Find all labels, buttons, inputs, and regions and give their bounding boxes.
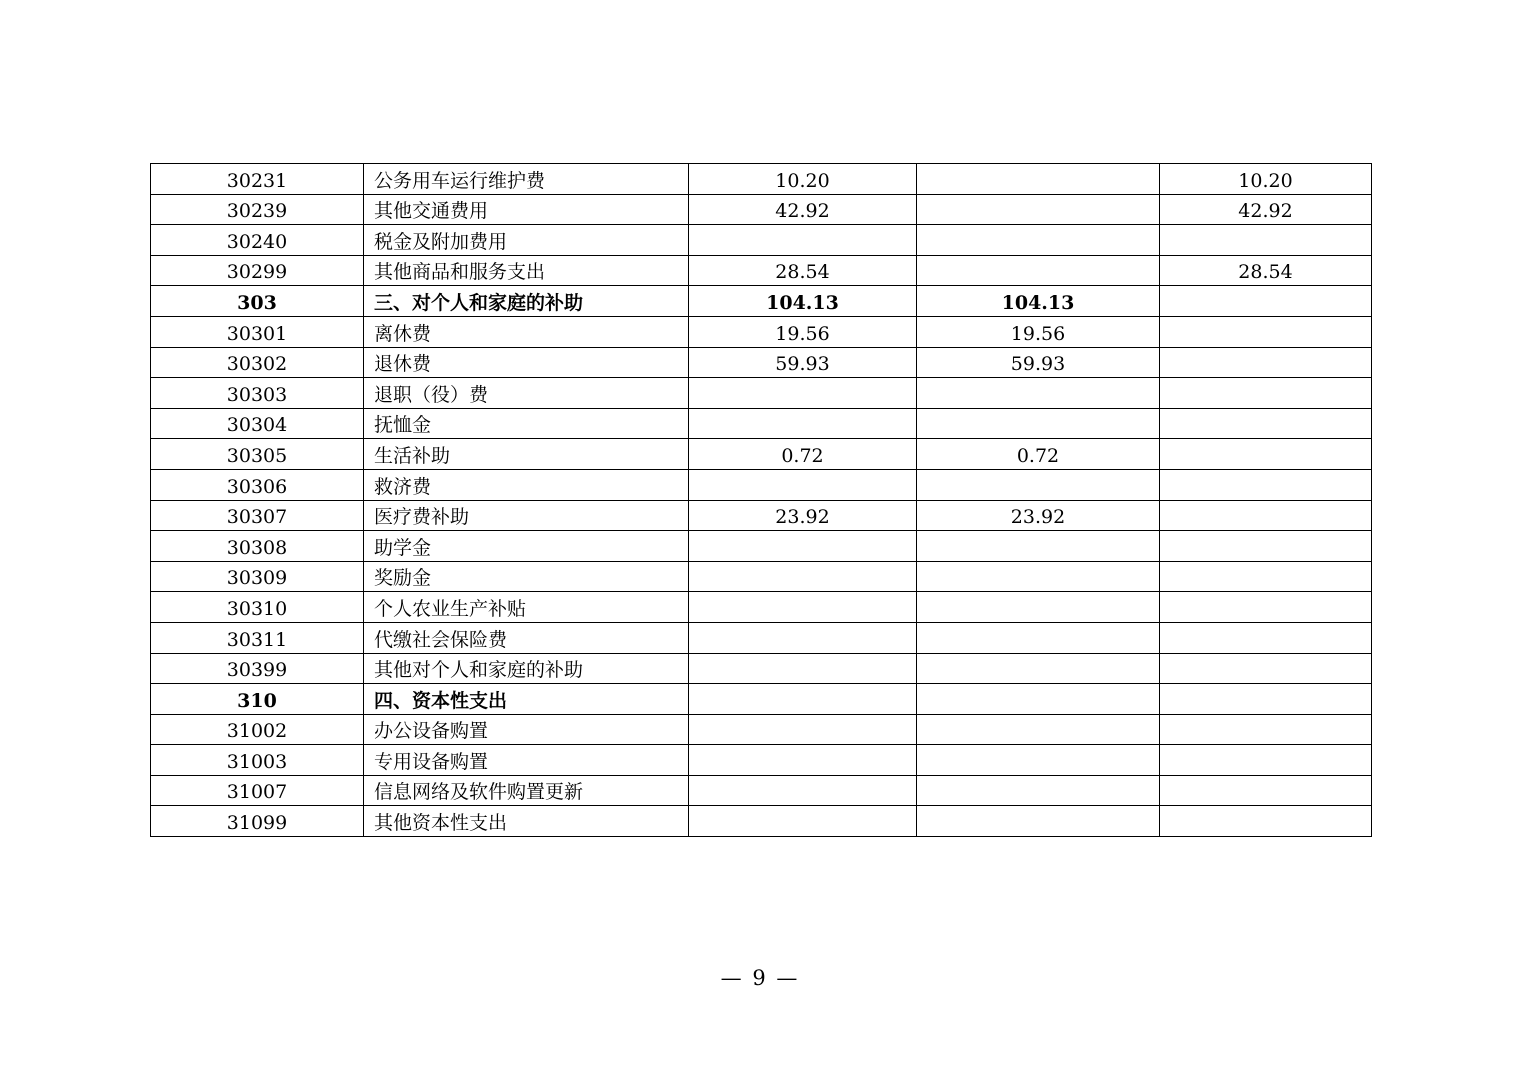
cell-total — [689, 745, 917, 776]
cell-code: 30309 — [151, 561, 364, 592]
cell-personnel — [917, 806, 1160, 837]
cell-code: 30240 — [151, 225, 364, 256]
cell-personnel: 19.56 — [917, 316, 1160, 347]
cell-name: 助学金 — [364, 531, 689, 562]
cell-public — [1160, 653, 1372, 684]
cell-total — [689, 531, 917, 562]
cell-total: 104.13 — [689, 286, 917, 317]
cell-total: 23.92 — [689, 500, 917, 531]
cell-total — [689, 592, 917, 623]
cell-personnel: 0.72 — [917, 439, 1160, 470]
cell-code: 30299 — [151, 255, 364, 286]
cell-total: 42.92 — [689, 194, 917, 225]
table-row — [151, 592, 1372, 623]
cell-name: 三、对个人和家庭的补助 — [364, 286, 689, 317]
cell-total — [689, 469, 917, 500]
cell-personnel — [917, 469, 1160, 500]
cell-public — [1160, 531, 1372, 562]
table-row — [151, 255, 1372, 286]
cell-code: 31002 — [151, 714, 364, 745]
cell-code: 30239 — [151, 194, 364, 225]
cell-personnel — [917, 378, 1160, 409]
cell-total: 10.20 — [689, 164, 917, 195]
cell-total — [689, 561, 917, 592]
table-row — [151, 469, 1372, 500]
table-row — [151, 408, 1372, 439]
cell-personnel — [917, 408, 1160, 439]
cell-personnel — [917, 775, 1160, 806]
cell-code: 31099 — [151, 806, 364, 837]
page-number: — 9 — — [720, 966, 800, 990]
table-row — [151, 745, 1372, 776]
budget-table — [150, 163, 1372, 837]
cell-name: 其他商品和服务支出 — [364, 255, 689, 286]
cell-name: 救济费 — [364, 469, 689, 500]
table-row — [151, 500, 1372, 531]
cell-code: 30303 — [151, 378, 364, 409]
cell-total: 0.72 — [689, 439, 917, 470]
cell-total — [689, 714, 917, 745]
cell-name: 四、资本性支出 — [364, 684, 689, 715]
cell-total: 28.54 — [689, 255, 917, 286]
table-row — [151, 316, 1372, 347]
cell-public — [1160, 500, 1372, 531]
cell-code: 30231 — [151, 164, 364, 195]
cell-public — [1160, 225, 1372, 256]
cell-public — [1160, 684, 1372, 715]
cell-personnel — [917, 745, 1160, 776]
cell-personnel — [917, 531, 1160, 562]
table-row — [151, 194, 1372, 225]
cell-personnel — [917, 653, 1160, 684]
cell-total — [689, 806, 917, 837]
cell-total — [689, 684, 917, 715]
table-row — [151, 439, 1372, 470]
cell-name: 公务用车运行维护费 — [364, 164, 689, 195]
cell-personnel — [917, 225, 1160, 256]
cell-public: 42.92 — [1160, 194, 1372, 225]
cell-personnel — [917, 592, 1160, 623]
cell-code: 30310 — [151, 592, 364, 623]
cell-code: 31007 — [151, 775, 364, 806]
cell-public — [1160, 316, 1372, 347]
cell-code: 30306 — [151, 469, 364, 500]
cell-name: 信息网络及软件购置更新 — [364, 775, 689, 806]
cell-public — [1160, 806, 1372, 837]
table-row — [151, 378, 1372, 409]
budget-table-body — [151, 164, 1372, 837]
cell-name: 其他交通费用 — [364, 194, 689, 225]
cell-personnel — [917, 561, 1160, 592]
cell-code: 30308 — [151, 531, 364, 562]
cell-name: 退休费 — [364, 347, 689, 378]
cell-public — [1160, 347, 1372, 378]
cell-name: 个人农业生产补贴 — [364, 592, 689, 623]
cell-total — [689, 408, 917, 439]
cell-public — [1160, 439, 1372, 470]
cell-public — [1160, 714, 1372, 745]
cell-total — [689, 775, 917, 806]
cell-name: 奖励金 — [364, 561, 689, 592]
cell-personnel — [917, 194, 1160, 225]
cell-total — [689, 378, 917, 409]
table-row — [151, 806, 1372, 837]
table-row — [151, 347, 1372, 378]
cell-personnel — [917, 714, 1160, 745]
cell-public: 10.20 — [1160, 164, 1372, 195]
cell-public — [1160, 378, 1372, 409]
cell-public — [1160, 561, 1372, 592]
cell-public — [1160, 622, 1372, 653]
cell-public — [1160, 408, 1372, 439]
cell-total — [689, 653, 917, 684]
cell-name: 退职（役）费 — [364, 378, 689, 409]
cell-name: 办公设备购置 — [364, 714, 689, 745]
table-row — [151, 561, 1372, 592]
cell-name: 生活补助 — [364, 439, 689, 470]
cell-public — [1160, 469, 1372, 500]
table-row — [151, 164, 1372, 195]
table-row — [151, 622, 1372, 653]
cell-total: 59.93 — [689, 347, 917, 378]
cell-code: 310 — [151, 684, 364, 715]
table-row — [151, 286, 1372, 317]
cell-public — [1160, 745, 1372, 776]
cell-code: 30307 — [151, 500, 364, 531]
cell-personnel — [917, 255, 1160, 286]
table-row — [151, 225, 1372, 256]
cell-name: 离休费 — [364, 316, 689, 347]
table-row — [151, 775, 1372, 806]
table-row — [151, 714, 1372, 745]
table-row — [151, 684, 1372, 715]
cell-name: 专用设备购置 — [364, 745, 689, 776]
cell-name: 税金及附加费用 — [364, 225, 689, 256]
cell-personnel — [917, 622, 1160, 653]
cell-code: 30305 — [151, 439, 364, 470]
cell-personnel: 59.93 — [917, 347, 1160, 378]
table-row — [151, 653, 1372, 684]
cell-code: 30302 — [151, 347, 364, 378]
cell-public — [1160, 286, 1372, 317]
cell-name: 代缴社会保险费 — [364, 622, 689, 653]
cell-public — [1160, 592, 1372, 623]
cell-code: 303 — [151, 286, 364, 317]
cell-code: 30301 — [151, 316, 364, 347]
table-row — [151, 531, 1372, 562]
cell-name: 其他对个人和家庭的补助 — [364, 653, 689, 684]
cell-name: 其他资本性支出 — [364, 806, 689, 837]
cell-code: 30311 — [151, 622, 364, 653]
cell-personnel — [917, 684, 1160, 715]
cell-personnel: 104.13 — [917, 286, 1160, 317]
cell-code: 30304 — [151, 408, 364, 439]
cell-personnel — [917, 164, 1160, 195]
cell-public — [1160, 775, 1372, 806]
cell-code: 30399 — [151, 653, 364, 684]
cell-total — [689, 225, 917, 256]
cell-name: 抚恤金 — [364, 408, 689, 439]
cell-code: 31003 — [151, 745, 364, 776]
cell-personnel: 23.92 — [917, 500, 1160, 531]
cell-total: 19.56 — [689, 316, 917, 347]
cell-name: 医疗费补助 — [364, 500, 689, 531]
cell-public: 28.54 — [1160, 255, 1372, 286]
cell-total — [689, 622, 917, 653]
